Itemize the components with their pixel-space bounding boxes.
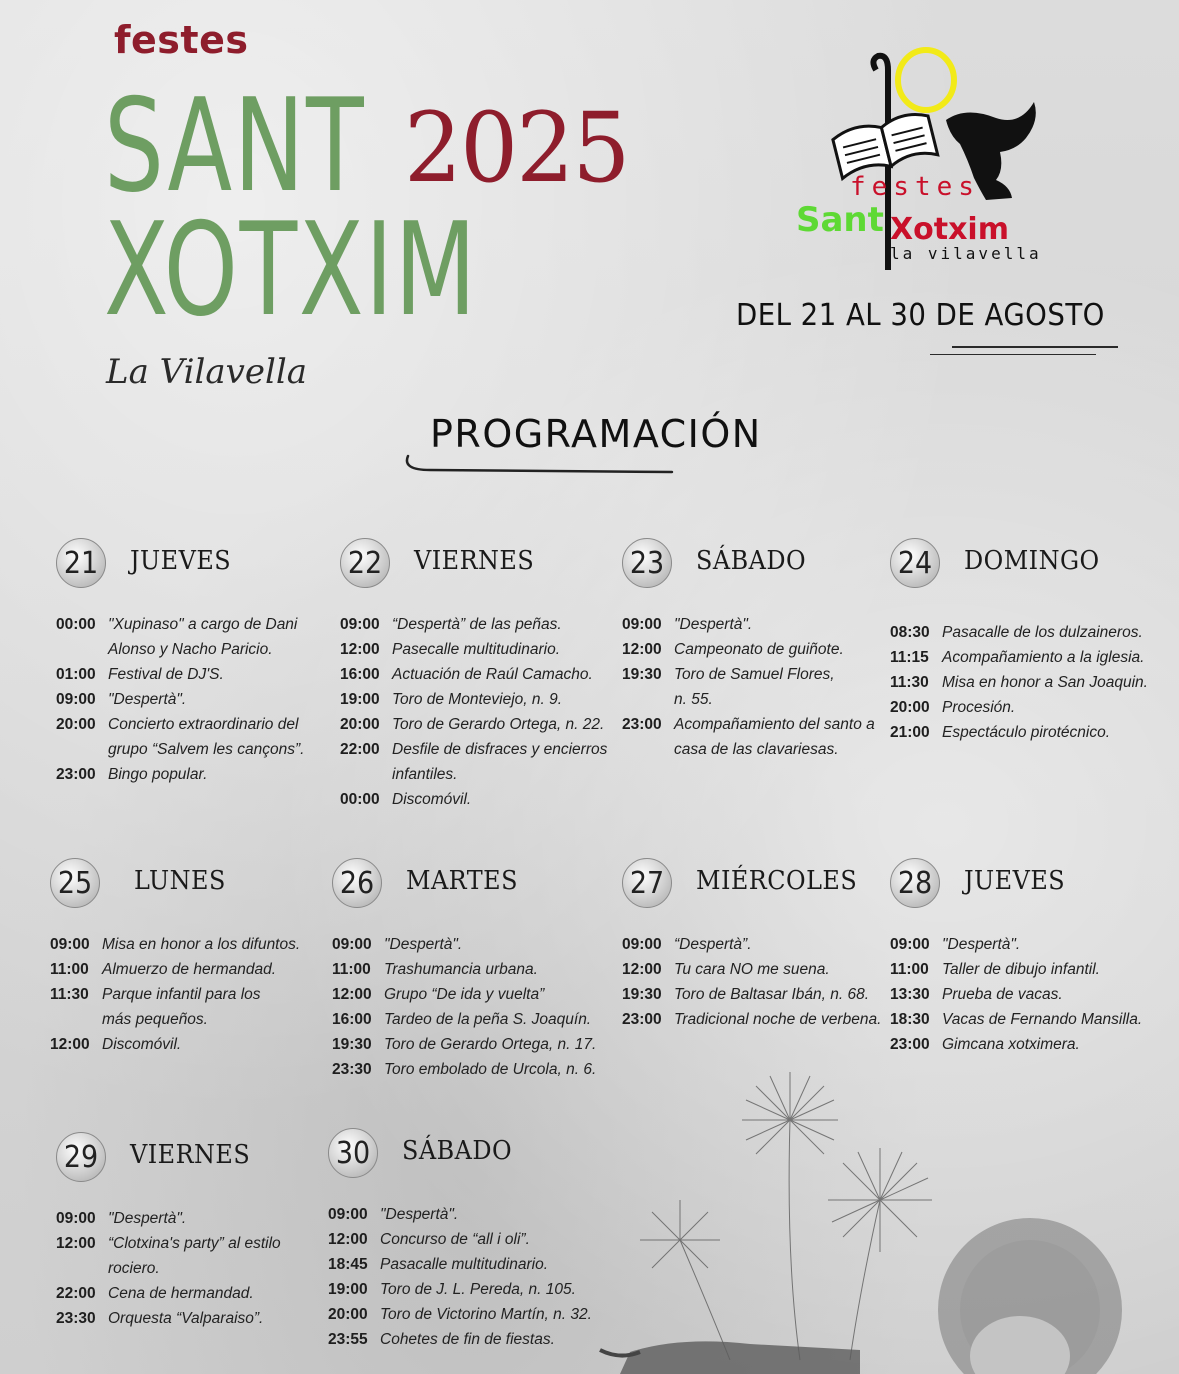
event-item xyxy=(340,612,615,637)
event-desc: Vacas de Fernando Mansilla. xyxy=(942,1011,1143,1028)
event-time: 12:00 xyxy=(56,1235,96,1252)
logo-sant: Sant xyxy=(796,200,884,240)
event-desc: "Despertà". xyxy=(380,1206,459,1223)
day-block xyxy=(622,858,888,1032)
event-time: 19:00 xyxy=(340,691,380,708)
event-desc: Almuerzo de hermandad. xyxy=(102,961,277,978)
event-time: 11:30 xyxy=(890,674,929,691)
event-time: 16:00 xyxy=(332,1011,372,1028)
event-item xyxy=(56,1306,316,1331)
event-desc: Bingo popular. xyxy=(108,766,208,783)
event-desc: Toro embolado de Urcola, n. 6. xyxy=(384,1061,597,1078)
event-desc: Toro de Baltasar Ibán, n. 68. xyxy=(674,986,870,1003)
event-desc: Toro de Monteviejo, n. 9. xyxy=(392,691,563,708)
event-desc: Tardeo de la peña S. Joaquín. xyxy=(384,1011,592,1028)
event-item xyxy=(332,1007,612,1032)
event-item xyxy=(622,662,862,712)
logo-xotxim: Xotxim xyxy=(890,212,1009,247)
day-number-badge: 26 xyxy=(332,858,382,908)
event-desc: Toro de Gerardo Ortega, n. 22. xyxy=(392,716,605,733)
day-number-badge: 29 xyxy=(56,1132,106,1182)
dates-underline xyxy=(952,346,1118,348)
event-item xyxy=(622,932,888,957)
event-time: 23:00 xyxy=(622,1011,662,1028)
event-item xyxy=(332,932,612,957)
event-time: 08:30 xyxy=(890,624,930,641)
event-desc: Grupo “De ida y vuelta” xyxy=(384,986,545,1003)
event-desc: Pasacalle de los dulzaineros. xyxy=(942,624,1143,641)
event-time: 23:00 xyxy=(56,766,96,783)
event-desc: “Despertà”. xyxy=(674,936,752,953)
day-name: SÁBADO xyxy=(696,546,807,576)
event-desc: Tradicional noche de verbena. xyxy=(674,1011,882,1028)
event-time: 19:30 xyxy=(622,986,662,1003)
event-time: 09:00 xyxy=(622,936,662,953)
event-time: 21:00 xyxy=(890,724,930,741)
event-time: 12:00 xyxy=(622,961,662,978)
event-time: 22:00 xyxy=(340,741,380,758)
event-time: 12:00 xyxy=(328,1231,368,1248)
event-desc: Misa en honor a los difuntos. xyxy=(102,936,301,953)
day-block xyxy=(50,858,320,1057)
event-item xyxy=(56,712,326,762)
event-desc: "Xupinaso" a cargo de Dani Alonso y Nacho Paricio. xyxy=(108,616,298,658)
event-desc: Trashumancia urbana. xyxy=(384,961,538,978)
event-time: 16:00 xyxy=(340,666,380,683)
event-item xyxy=(340,712,615,737)
event-item xyxy=(890,620,1175,645)
day-block xyxy=(340,538,615,812)
festival-dates: DEL 21 AL 30 DE AGOSTO xyxy=(736,298,1105,333)
event-time: 20:00 xyxy=(340,716,380,733)
event-item xyxy=(890,957,1175,982)
event-item xyxy=(50,982,280,1032)
event-desc: "Despertà". xyxy=(942,936,1021,953)
event-desc: Taller de dibujo infantil. xyxy=(942,961,1100,978)
event-time: 09:00 xyxy=(56,1210,96,1227)
event-time: 09:00 xyxy=(890,936,930,953)
event-desc: Cohetes de fin de fiestas. xyxy=(380,1331,555,1348)
event-time: 00:00 xyxy=(340,791,380,808)
event-desc: Procesión. xyxy=(942,699,1016,716)
event-time: 09:00 xyxy=(50,936,90,953)
event-desc: Prueba de vacas. xyxy=(942,986,1063,1003)
event-item xyxy=(890,982,1175,1007)
event-item xyxy=(56,1281,316,1306)
day-number-badge: 25 xyxy=(50,858,100,908)
event-time: 22:00 xyxy=(56,1285,96,1302)
event-time: 09:00 xyxy=(56,691,96,708)
event-item xyxy=(622,982,888,1007)
event-time: 11:15 xyxy=(890,649,929,666)
event-time: 23:00 xyxy=(622,716,662,733)
event-item xyxy=(340,687,615,712)
day-block xyxy=(890,858,1175,1057)
title-sant: SANT xyxy=(104,72,366,221)
event-time: 12:00 xyxy=(340,641,380,658)
event-item xyxy=(340,737,615,787)
event-desc: Actuación de Raúl Camacho. xyxy=(392,666,593,683)
event-item xyxy=(332,1032,612,1057)
event-item xyxy=(56,1231,296,1281)
day-number-badge: 21 xyxy=(56,538,106,588)
event-desc: "Despertà". xyxy=(674,616,753,633)
section-title: PROGRAMACIÓN xyxy=(430,412,762,456)
day-number-badge: 30 xyxy=(328,1128,378,1178)
event-desc: Cena de hermandad. xyxy=(108,1285,254,1302)
day-name: SÁBADO xyxy=(402,1136,513,1166)
event-desc: Concurso de “all i oli”. xyxy=(380,1231,530,1248)
event-desc: "Despertà". xyxy=(108,691,187,708)
event-desc: Pasecalle multitudinario. xyxy=(392,641,561,658)
event-desc: Festival de DJ'S. xyxy=(108,666,224,683)
logo-festes: festes xyxy=(850,172,980,202)
day-name: DOMINGO xyxy=(964,546,1100,576)
event-item xyxy=(622,612,882,637)
event-item xyxy=(340,637,615,662)
event-desc: Toro de Samuel Flores, n. 55. xyxy=(674,666,835,708)
festival-logo xyxy=(790,40,1060,270)
day-number-badge: 24 xyxy=(890,538,940,588)
event-time: 09:00 xyxy=(622,616,662,633)
event-time: 09:00 xyxy=(328,1206,368,1223)
event-item xyxy=(332,957,612,982)
day-number-badge: 22 xyxy=(340,538,390,588)
event-time: 00:00 xyxy=(56,616,96,633)
event-time: 13:30 xyxy=(890,986,930,1003)
day-name: MIÉRCOLES xyxy=(696,866,858,896)
event-time: 19:30 xyxy=(332,1036,372,1053)
event-item xyxy=(340,787,615,812)
event-desc: Tu cara NO me suena. xyxy=(674,961,830,978)
event-time: 19:00 xyxy=(328,1281,368,1298)
town-name: La Vilavella xyxy=(106,352,307,392)
day-name: LUNES xyxy=(134,866,226,896)
day-name: VIERNES xyxy=(414,546,535,576)
event-desc: Gimcana xotximera. xyxy=(942,1036,1080,1053)
day-name: JUEVES xyxy=(130,546,232,576)
festes-label: festes xyxy=(114,18,249,62)
event-item xyxy=(622,957,888,982)
title-xotxim: XOTXIM xyxy=(104,196,478,345)
event-item xyxy=(50,1032,320,1057)
event-time: 18:30 xyxy=(890,1011,930,1028)
event-desc: Parque infantil para los más pequeños. xyxy=(102,986,261,1028)
event-desc: Misa en honor a San Joaquin. xyxy=(942,674,1148,691)
event-desc: Toro de Victorino Martín, n. 32. xyxy=(380,1306,592,1323)
event-time: 11:00 xyxy=(332,961,371,978)
day-block xyxy=(890,538,1175,745)
event-desc: Pasacalle multitudinario. xyxy=(380,1256,549,1273)
logo-vilavella: la vilavella xyxy=(890,244,1042,263)
event-item xyxy=(622,712,882,762)
event-item xyxy=(332,982,612,1007)
event-item xyxy=(890,1007,1175,1032)
day-number-badge: 27 xyxy=(622,858,672,908)
event-item xyxy=(622,1007,888,1032)
event-desc: Campeonato de guiñote. xyxy=(674,641,844,658)
event-item xyxy=(56,662,326,687)
event-desc: Toro de Gerardo Ortega, n. 17. xyxy=(384,1036,597,1053)
event-item xyxy=(890,1032,1175,1057)
event-time: 11:30 xyxy=(50,986,89,1003)
event-item xyxy=(890,670,1175,695)
event-desc: “Despertà” de las peñas. xyxy=(392,616,562,633)
day-number-badge: 23 xyxy=(622,538,672,588)
event-desc: Toro de J. L. Pereda, n. 105. xyxy=(380,1281,576,1298)
event-item xyxy=(890,645,1175,670)
event-desc: Desfile de disfraces y encierros infantiles. xyxy=(392,741,608,783)
event-item xyxy=(56,1206,316,1231)
event-desc: "Despertà". xyxy=(384,936,463,953)
event-item xyxy=(56,762,326,787)
event-time: 18:45 xyxy=(328,1256,368,1273)
event-item xyxy=(890,932,1175,957)
event-desc: Orquesta “Valparaiso”. xyxy=(108,1310,264,1327)
event-time: 12:00 xyxy=(50,1036,90,1053)
event-time: 19:30 xyxy=(622,666,662,683)
event-time: 20:00 xyxy=(890,699,930,716)
event-time: 12:00 xyxy=(332,986,372,1003)
event-time: 23:30 xyxy=(332,1061,372,1078)
event-time: 09:00 xyxy=(332,936,372,953)
event-desc: Acompañamiento a la iglesia. xyxy=(942,649,1145,666)
event-time: 23:00 xyxy=(890,1036,930,1053)
event-item xyxy=(890,720,1175,745)
event-time: 11:00 xyxy=(50,961,89,978)
event-desc: "Despertà". xyxy=(108,1210,187,1227)
event-time: 23:30 xyxy=(56,1310,96,1327)
day-block xyxy=(332,858,612,1082)
event-desc: Discomóvil. xyxy=(102,1036,182,1053)
event-desc: Discomóvil. xyxy=(392,791,472,808)
event-item xyxy=(56,687,326,712)
event-time: 23:55 xyxy=(328,1331,368,1348)
event-time: 20:00 xyxy=(56,716,96,733)
swoosh-underline-icon xyxy=(400,452,680,482)
event-time: 12:00 xyxy=(622,641,662,658)
event-desc: “Clotxina's party” al estilo rociero. xyxy=(108,1235,281,1277)
event-desc: Concierto extraordinario del grupo “Salvem les cançons”. xyxy=(108,716,305,758)
event-item xyxy=(622,637,882,662)
day-number-badge: 28 xyxy=(890,858,940,908)
event-item xyxy=(56,612,326,662)
day-name: VIERNES xyxy=(130,1140,251,1170)
event-item xyxy=(50,957,320,982)
event-item xyxy=(50,932,320,957)
day-block xyxy=(56,1132,316,1331)
event-desc: Acompañamiento del santo a casa de las clavariesas. xyxy=(674,716,875,758)
event-item xyxy=(340,662,615,687)
event-time: 01:00 xyxy=(56,666,96,683)
day-name: MARTES xyxy=(406,866,518,896)
event-item xyxy=(890,695,1175,720)
event-time: 11:00 xyxy=(890,961,929,978)
event-desc: Espectáculo pirotécnico. xyxy=(942,724,1111,741)
title-year: 2025 xyxy=(404,92,629,204)
day-block xyxy=(622,538,882,762)
event-time: 09:00 xyxy=(340,616,380,633)
day-block xyxy=(56,538,326,787)
fireworks-illustration-icon xyxy=(560,1060,1179,1374)
event-time: 20:00 xyxy=(328,1306,368,1323)
day-name: JUEVES xyxy=(964,866,1066,896)
dates-underline-secondary xyxy=(930,354,1096,355)
